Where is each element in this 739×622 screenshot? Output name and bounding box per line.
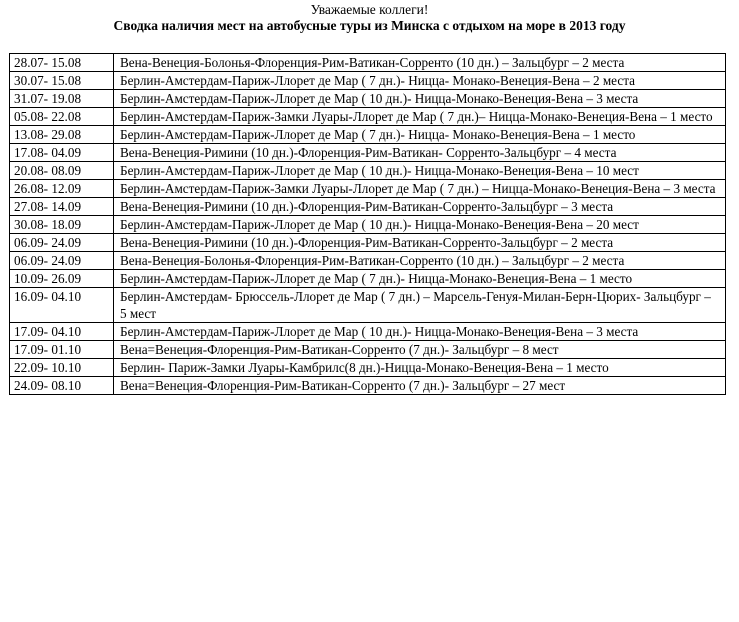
tour-dates: 24.09- 08.10 [10, 377, 114, 395]
tours-table-body [10, 54, 726, 395]
table-row [10, 90, 726, 108]
table-row [10, 377, 726, 395]
table-row [10, 72, 726, 90]
table-row [10, 54, 726, 72]
tour-route: Берлин-Амстердам-Париж-Ллорет де Мар ( 10 дн.)- Ницца-Монако-Венеция-Вена – 3 места [114, 90, 726, 108]
greeting: Уважаемые коллеги! [310, 2, 429, 17]
tour-route: Вена-Венеция-Римини (10 дн.)-Флоренция-Рим-Ватикан- Сорренто-Зальцбург – 4 места [114, 144, 726, 162]
tour-route: Вена-Венеция-Римини (10 дн.)-Флоренция-Рим-Ватикан-Сорренто-Зальцбург – 2 места [114, 234, 726, 252]
tour-route: Берлин-Амстердам-Париж-Ллорет де Мар ( 7 дн.)- Ницца-Монако-Венеция-Вена – 1 место [114, 270, 726, 288]
tour-dates: 30.08- 18.09 [10, 216, 114, 234]
tour-route: Берлин-Амстердам-Париж-Ллорет де Мар ( 10 дн.)- Ницца-Монако-Венеция-Вена – 10 мест [114, 162, 726, 180]
tour-dates: 26.08- 12.09 [10, 180, 114, 198]
tour-route: Берлин-Амстердам-Париж-Ллорет де Мар ( 10 дн.)- Ницца-Монако-Венеция-Вена – 20 мест [114, 216, 726, 234]
tour-dates: 22.09- 10.10 [10, 359, 114, 377]
tour-route: Вена-Венеция-Римини (10 дн.)-Флоренция-Рим-Ватикан-Сорренто-Зальцбург – 3 места [114, 198, 726, 216]
table-row [10, 216, 726, 234]
table-row [10, 180, 726, 198]
tour-route: Вена=Венеция-Флоренция-Рим-Ватикан-Сорренто (7 дн.)- Зальцбург – 8 мест [114, 341, 726, 359]
tour-dates: 10.09- 26.09 [10, 270, 114, 288]
tour-route: Вена-Венеция-Болонья-Флоренция-Рим-Ватикан-Сорренто (10 дн.) – Зальцбург – 2 места [114, 54, 726, 72]
table-row [10, 323, 726, 341]
tour-dates: 17.08- 04.09 [10, 144, 114, 162]
tour-route: Берлин-Амстердам-Париж-Ллорет де Мар ( 7 дн.)- Ницца- Монако-Венеция-Вена – 1 место [114, 126, 726, 144]
tour-route: Вена-Венеция-Болонья-Флоренция-Рим-Ватикан-Сорренто (10 дн.) – Зальцбург – 2 места [114, 252, 726, 270]
tour-dates: 20.08- 08.09 [10, 162, 114, 180]
table-row [10, 198, 726, 216]
tours-table [9, 53, 726, 395]
table-row [10, 144, 726, 162]
tour-dates: 05.08- 22.08 [10, 108, 114, 126]
tour-route: Берлин-Амстердам-Париж-Ллорет де Мар ( 7 дн.)- Ницца- Монако-Венеция-Вена – 2 места [114, 72, 726, 90]
table-row [10, 108, 726, 126]
tour-route: Берлин-Амстердам-Париж-Замки Луары-Ллорет де Мар ( 7 дн.) – Ницца-Монако-Венеция-Вена – 3 места [114, 180, 726, 198]
table-row [10, 341, 726, 359]
table-row [10, 126, 726, 144]
table-row [10, 270, 726, 288]
tour-dates: 17.09- 01.10 [10, 341, 114, 359]
table-row [10, 162, 726, 180]
tour-dates: 31.07- 19.08 [10, 90, 114, 108]
tour-dates: 13.08- 29.08 [10, 126, 114, 144]
table-row [10, 359, 726, 377]
tour-route: Берлин-Амстердам-Париж-Ллорет де Мар ( 10 дн.)- Ницца-Монако-Венеция-Вена – 3 места [114, 323, 726, 341]
tour-route: Берлин-Амстердам-Париж-Замки Луары-Ллорет де Мар ( 7 дн.)– Ницца-Монако-Венеция-Вена – 1 место [114, 108, 726, 126]
tour-route: Берлин- Париж-Замки Луары-Камбрилс(8 дн.)-Ницца-Монако-Венеция-Вена – 1 место [114, 359, 726, 377]
tour-dates: 16.09- 04.10 [10, 288, 114, 323]
tour-dates: 28.07- 15.08 [10, 54, 114, 72]
page-title: Сводка наличия мест на автобусные туры из Минска с отдыхом на море в 2013 году [113, 18, 626, 33]
tour-dates: 17.09- 04.10 [10, 323, 114, 341]
tour-route: Берлин-Амстердам- Брюссель-Ллорет де Мар ( 7 дн.) – Марсель-Генуя-Милан-Берн-Цюрих- Зальцбург – 5 мест [114, 288, 726, 323]
table-row [10, 252, 726, 270]
tour-dates: 06.09- 24.09 [10, 252, 114, 270]
table-row [10, 234, 726, 252]
tour-dates: 30.07- 15.08 [10, 72, 114, 90]
table-row [10, 288, 726, 323]
tour-dates: 06.09- 24.09 [10, 234, 114, 252]
tour-dates: 27.08- 14.09 [10, 198, 114, 216]
tour-route: Вена=Венеция-Флоренция-Рим-Ватикан-Сорренто (7 дн.)- Зальцбург – 27 мест [114, 377, 726, 395]
